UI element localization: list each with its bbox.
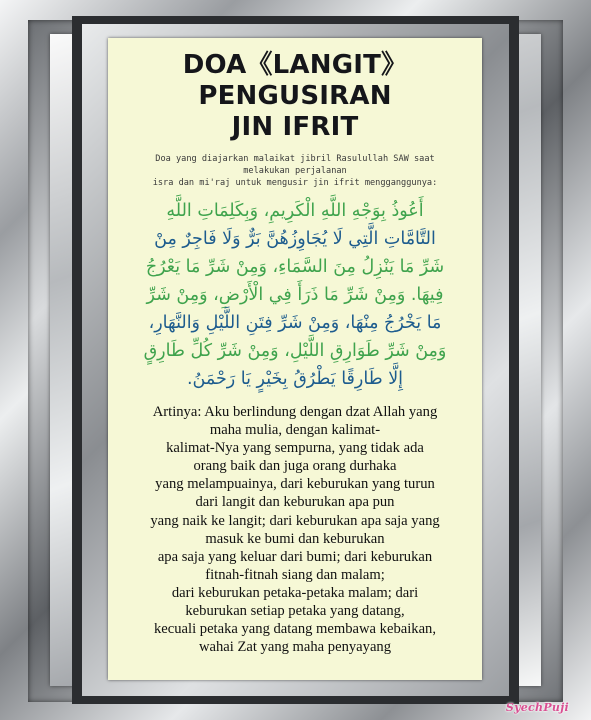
arabic-line: مَا يَخْرُجُ مِنْهَا، وَمِنْ شَرِّ فِتَنِ اللَّيْلِ وَالنَّهَارِ، <box>148 313 442 333</box>
arabic-line: إِلَّا طَارِقًا يَطْرُقُ بِخَيْرٍ يَا رَحْمَنُ. <box>186 369 404 389</box>
arabic-line: وَمِنْ شَرِّ طَوَارِقِ اللَّيْلِ، وَمِنْ شَرِّ كُلِّ طَارِقٍ <box>143 341 447 361</box>
translation-line: dari keburukan petaka-petaka malam; dari <box>171 584 419 601</box>
prayer-card <box>108 38 482 680</box>
translation-line: masuk ke bumi dan keburukan <box>205 530 385 547</box>
translation-line: keburukan setiap petaka yang datang, <box>185 603 405 620</box>
title-line: JIN IFRIT <box>231 112 359 142</box>
intro-line: melakukan perjalanan <box>243 166 347 176</box>
translation-line: orang baik dan juga orang durhaka <box>193 458 397 475</box>
translation-line: Artinya: Aku berlindung dengan dzat Allah yang <box>152 404 438 420</box>
translation-line: yang melampuainya, dari keburukan yang turun <box>155 476 435 493</box>
translation-text <box>122 403 468 656</box>
translation-line: yang naik ke langit; dari keburukan apa saja yang <box>150 512 440 529</box>
arabic-line: شَرِّ مَا يَنْزِلُ مِنَ السَّمَاءِ، وَمِنْ شَرِّ مَا يَعْرُجُ <box>145 257 445 277</box>
translation-line: maha mulia, dengan kalimat- <box>209 422 381 439</box>
prayer-title <box>122 50 468 143</box>
arabic-line: فِيهَا. وَمِنْ شَرِّ مَا ذَرَأَ فِي الْأَرْضِ، وَمِنْ شَرِّ <box>146 285 444 305</box>
translation-line: dari langit dan keburukan apa pun <box>195 494 395 511</box>
intro-text <box>122 153 468 189</box>
translation-line: kecuali petaka yang datang membawa kebaikan, <box>153 621 437 638</box>
translation-line: wahai Zat yang maha penyayang <box>198 639 392 656</box>
arabic-line: أَعُوذُ بِوَجْهِ اللَّهِ الْكَرِيمِ، وَبِكَلِمَاتِ اللَّهِ <box>166 201 424 221</box>
intro-line: isra dan mi'raj untuk mengusir jin ifrit mengganggunya: <box>152 178 438 188</box>
arabic-line: التَّامَّاتِ الَّتِي لَا يُجَاوِزُهُنَّ بَرٌّ وَلَا فَاجِرٌ مِنْ <box>154 229 436 249</box>
title-line: PENGUSIRAN <box>198 81 392 111</box>
translation-line: apa saja yang keluar dari bumi; dari keburukan <box>157 548 433 565</box>
title-line: DOA《LANGIT》 <box>182 50 408 80</box>
translation-line: fitnah-fitnah siang dan malam; <box>205 566 385 583</box>
intro-line: Doa yang diajarkan malaikat jibril Rasulullah SAW saat <box>155 154 435 164</box>
arabic-prayer <box>120 197 470 393</box>
author-watermark: SyechPuji <box>505 701 569 714</box>
translation-line: kalimat-Nya yang sempurna, yang tidak ada <box>166 440 424 457</box>
